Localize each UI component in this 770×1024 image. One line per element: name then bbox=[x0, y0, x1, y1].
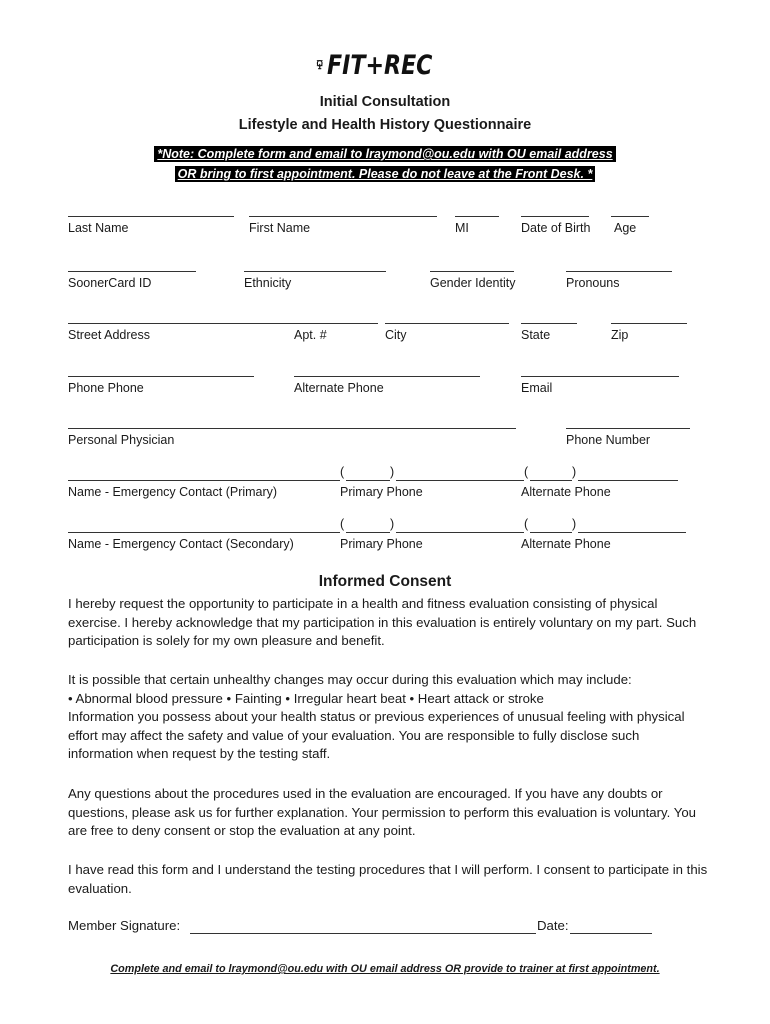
state-field[interactable] bbox=[521, 323, 577, 324]
ethnicity-field[interactable] bbox=[244, 271, 386, 272]
ec-secondary-name-field[interactable] bbox=[68, 532, 340, 533]
dob-label: Date of Birth bbox=[521, 221, 591, 235]
consent-paragraph-4: I have read this form and I understand the testing procedures that I will perform. I consent to participate in this evaluation. bbox=[68, 862, 708, 896]
ec-primary-area-code-field[interactable] bbox=[346, 480, 390, 481]
email-label: Email bbox=[521, 381, 553, 395]
physician-field[interactable] bbox=[68, 428, 516, 429]
first-name-field[interactable] bbox=[249, 216, 437, 217]
paren-open: ( bbox=[524, 517, 529, 531]
ec-primary-name-field[interactable] bbox=[68, 480, 340, 481]
age-field[interactable] bbox=[611, 216, 649, 217]
zip-label: Zip bbox=[611, 328, 629, 342]
date-field[interactable] bbox=[570, 933, 652, 934]
last-name-label: Last Name bbox=[68, 221, 129, 235]
pronouns-label: Pronouns bbox=[566, 276, 620, 290]
logo-text: FIT+REC bbox=[327, 49, 433, 81]
risk-list: • Abnormal blood pressure • Fainting • Irregular heart beat • Heart attack or stroke bbox=[68, 690, 544, 706]
last-name-field[interactable] bbox=[68, 216, 234, 217]
consent-paragraph-3: Any questions about the procedures used in the evaluation are encouraged. If you have any doubts or questions, please ask us for further explanation. Your permission to perform this evaluation is voluntary. You are free to deny consent or stop the evaluation at any point. bbox=[68, 786, 696, 839]
ec-primary-alt-label: Alternate Phone bbox=[521, 485, 611, 499]
phone-field[interactable] bbox=[68, 376, 254, 377]
paren-close: ) bbox=[572, 517, 577, 531]
notice-line-2: OR bring to first appointment. Please do not leave at the Front Desk. * bbox=[0, 165, 770, 183]
ec-primary-alt-area-code-field[interactable] bbox=[530, 480, 572, 481]
physician-phone-label: Phone Number bbox=[566, 433, 651, 447]
consent-paragraph-1: I hereby request the opportunity to participate in a health and fitness evaluation consisting of physical exercise. I hereby acknowledge that my participation in this evaluation is entirely voluntary on my part. Such participation is solely for my own pleasure and benefit. bbox=[68, 596, 697, 649]
ec-primary-phone-label: Primary Phone bbox=[340, 485, 423, 499]
ec-secondary-alt-area-code-field[interactable] bbox=[530, 532, 572, 533]
page-title: Initial Consultation bbox=[319, 94, 451, 110]
risk-intro: It is possible that certain unhealthy changes may occur during this evaluation which may include: bbox=[68, 672, 632, 687]
ec-primary-alt-phone-field[interactable] bbox=[578, 480, 678, 481]
ec-secondary-area-code-field[interactable] bbox=[346, 532, 390, 533]
street-label: Street Address bbox=[68, 328, 150, 342]
city-field[interactable] bbox=[385, 323, 509, 324]
signature-field[interactable] bbox=[190, 933, 536, 934]
ec-primary-name-label: Name - Emergency Contact (Primary) bbox=[68, 485, 278, 499]
alt-phone-field[interactable] bbox=[294, 376, 480, 377]
ec-secondary-alt-label: Alternate Phone bbox=[521, 537, 611, 551]
street-field[interactable] bbox=[68, 323, 378, 324]
footer-instructions: Complete and email to lraymond@ou.edu with OU email address OR provide to trainer at first appointment. bbox=[110, 963, 660, 975]
city-label: City bbox=[385, 328, 407, 342]
ec-secondary-phone-label: Primary Phone bbox=[340, 537, 423, 551]
paren-open: ( bbox=[340, 465, 345, 479]
gender-field[interactable] bbox=[430, 271, 514, 272]
alt-phone-label: Alternate Phone bbox=[294, 381, 384, 395]
ou-monogram-icon bbox=[316, 47, 323, 83]
mi-field[interactable] bbox=[455, 216, 499, 217]
phone-label: Phone Phone bbox=[68, 381, 144, 395]
paren-open: ( bbox=[340, 517, 345, 531]
ethnicity-label: Ethnicity bbox=[244, 276, 292, 290]
consent-title: Informed Consent bbox=[318, 573, 452, 590]
page-subtitle: Lifestyle and Health History Questionnaire bbox=[238, 117, 532, 133]
paren-close: ) bbox=[390, 465, 395, 479]
apt-label: Apt. # bbox=[294, 328, 327, 342]
zip-field[interactable] bbox=[611, 323, 687, 324]
physician-label: Personal Physician bbox=[68, 433, 175, 447]
signature-label: Member Signature: bbox=[68, 918, 181, 933]
first-name-label: First Name bbox=[249, 221, 311, 235]
mi-label: MI bbox=[455, 221, 469, 235]
consent-paragraph-2 bbox=[68, 671, 708, 764]
pronouns-field[interactable] bbox=[566, 271, 672, 272]
ec-primary-phone-field[interactable] bbox=[396, 480, 524, 481]
notice-line-1: *Note: Complete form and email to lraymond@ou.edu with OU email address bbox=[0, 145, 770, 163]
physician-phone-field[interactable] bbox=[566, 428, 690, 429]
paren-close: ) bbox=[390, 517, 395, 531]
paren-open: ( bbox=[524, 465, 529, 479]
fit-rec-logo bbox=[316, 46, 456, 84]
dob-field[interactable] bbox=[521, 216, 589, 217]
ec-secondary-phone-field[interactable] bbox=[396, 532, 524, 533]
gender-label: Gender Identity bbox=[430, 276, 516, 290]
state-label: State bbox=[521, 328, 551, 342]
ec-secondary-alt-phone-field[interactable] bbox=[578, 532, 686, 533]
ec-secondary-name-label: Name - Emergency Contact (Secondary) bbox=[68, 537, 294, 551]
soonercard-label: SoonerCard ID bbox=[68, 276, 152, 290]
paren-close: ) bbox=[572, 465, 577, 479]
email-field[interactable] bbox=[521, 376, 679, 377]
soonercard-field[interactable] bbox=[68, 271, 196, 272]
disclosure-text: Information you possess about your health status or previous experiences of unusual feeling with physical effort may affect the safety and value of your evaluation. You are responsible to fully disclose such information when request by the testing staff. bbox=[68, 709, 685, 762]
age-label: Age bbox=[614, 221, 637, 235]
date-label: Date: bbox=[537, 918, 569, 933]
